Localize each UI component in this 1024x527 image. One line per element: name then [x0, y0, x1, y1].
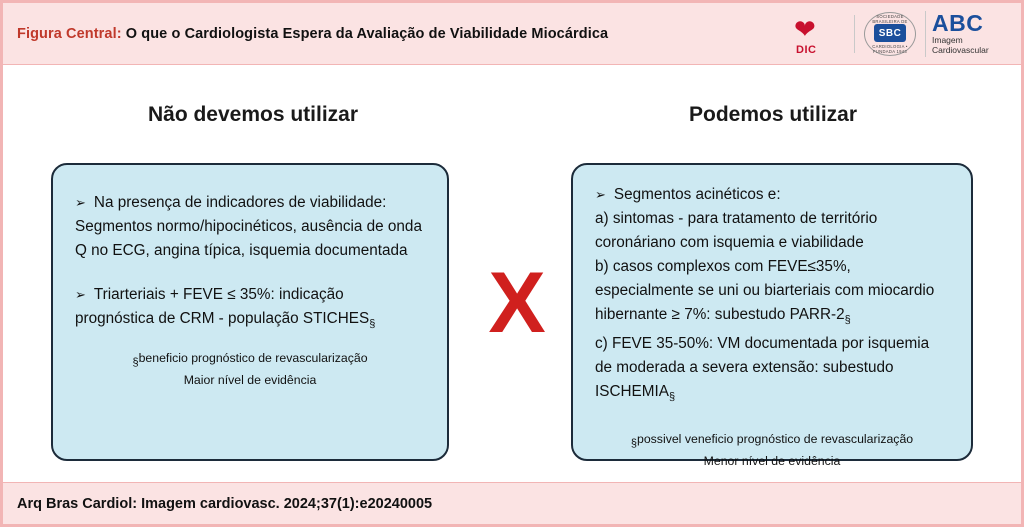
right-panel-note [595, 431, 949, 469]
spacer [75, 263, 425, 283]
page-title [3, 26, 608, 42]
page-title-text: O que o Cardiologista Espera da Avaliação de Viabilidade Miocárdica [125, 25, 609, 42]
left-bullet-2-superscript: § [369, 318, 376, 331]
logo-group [792, 9, 1011, 59]
left-column-title: Não devemos utilizar [147, 103, 359, 126]
left-note-line-1-wrap [75, 350, 425, 371]
right-line-b-superscript: § [844, 314, 851, 327]
left-note-line-2: Maior nível de evidência [183, 372, 317, 387]
left-note-marker: § [132, 356, 139, 369]
abc-logo-sub1: Imagem [932, 35, 963, 45]
right-column-title: Podemos utilizar [688, 103, 858, 126]
sbc-logo [863, 11, 917, 57]
right-note-marker: § [630, 437, 637, 450]
left-bullet-1-text: Na presença de indicadores de viabilidade: Segmentos normo/hipocinéticos, ausência de onda Q no ECG, angina típica, isquemia documentada [75, 194, 422, 259]
right-note-line-2: Menor nível de evidência [703, 453, 841, 468]
versus-x-symbol: X [488, 255, 546, 351]
sbc-logo-top-text: SOCIEDADE BRASILEIRA DE [872, 14, 908, 24]
right-bullet-1-text: Segmentos acinéticos e: [613, 186, 781, 203]
footer-band [3, 482, 1021, 524]
right-line-c-text: c) FEVE 35-50%: VM documentada por isquemia de moderada a severa extensão: subestudo ISCHEMIA [595, 335, 930, 401]
arrow-bullet-icon: ➢ [75, 287, 86, 302]
header-band [3, 3, 1021, 65]
left-panel-note [75, 350, 425, 388]
arrow-bullet-icon: ➢ [595, 187, 606, 202]
logo-divider [854, 15, 855, 53]
journal-citation: Arq Bras Cardiol: Imagem cardiovasc. 2024;37(1):e20240005 [17, 495, 433, 512]
left-bullet-2-text: Triarteriais + FEVE ≤ 35%: indicação prognóstica de CRM - população STICHES [75, 286, 370, 327]
heart-icon: ❤ [794, 14, 816, 44]
abc-logo-sub2: Cardiovascular [932, 45, 989, 55]
right-panel-bullet-1 [595, 183, 949, 207]
sbc-logo-badge: SBC [874, 24, 906, 42]
dic-logo-text: DIC [796, 44, 817, 56]
right-panel-line-a: a) sintomas - para tratamento de território coronáriano com isquemia e viabilidade [595, 210, 878, 251]
left-note-line-1: beneficio prognóstico de revascularização [138, 351, 368, 366]
left-panel-bullet-1 [75, 191, 425, 263]
page-title-label: Figura Central: [17, 25, 122, 42]
right-line-b-text: b) casos complexos com FEVE≤35%, especialmente se uni ou biarteriais com miocardio hibernante ≥ 7%: subestudo PARR-2 [595, 258, 935, 323]
right-panel-line-c [595, 332, 949, 409]
sbc-logo-bottom-text: CARDIOLOGIA • FUNDADA 1943 [872, 44, 908, 54]
left-panel [51, 163, 449, 461]
right-note-line-1: possivel veneficio prognóstico de revascularização [636, 432, 914, 447]
right-panel [571, 163, 973, 468]
right-note-line-1-wrap [595, 431, 949, 452]
abc-logo [925, 11, 1011, 57]
arrow-bullet-icon: ➢ [75, 195, 86, 210]
right-line-c-superscript: § [668, 391, 676, 404]
abc-logo-main: ABC [932, 10, 984, 36]
dic-logo [792, 12, 846, 56]
left-panel-bullet-2 [75, 283, 425, 336]
right-panel-line-b [595, 255, 949, 332]
